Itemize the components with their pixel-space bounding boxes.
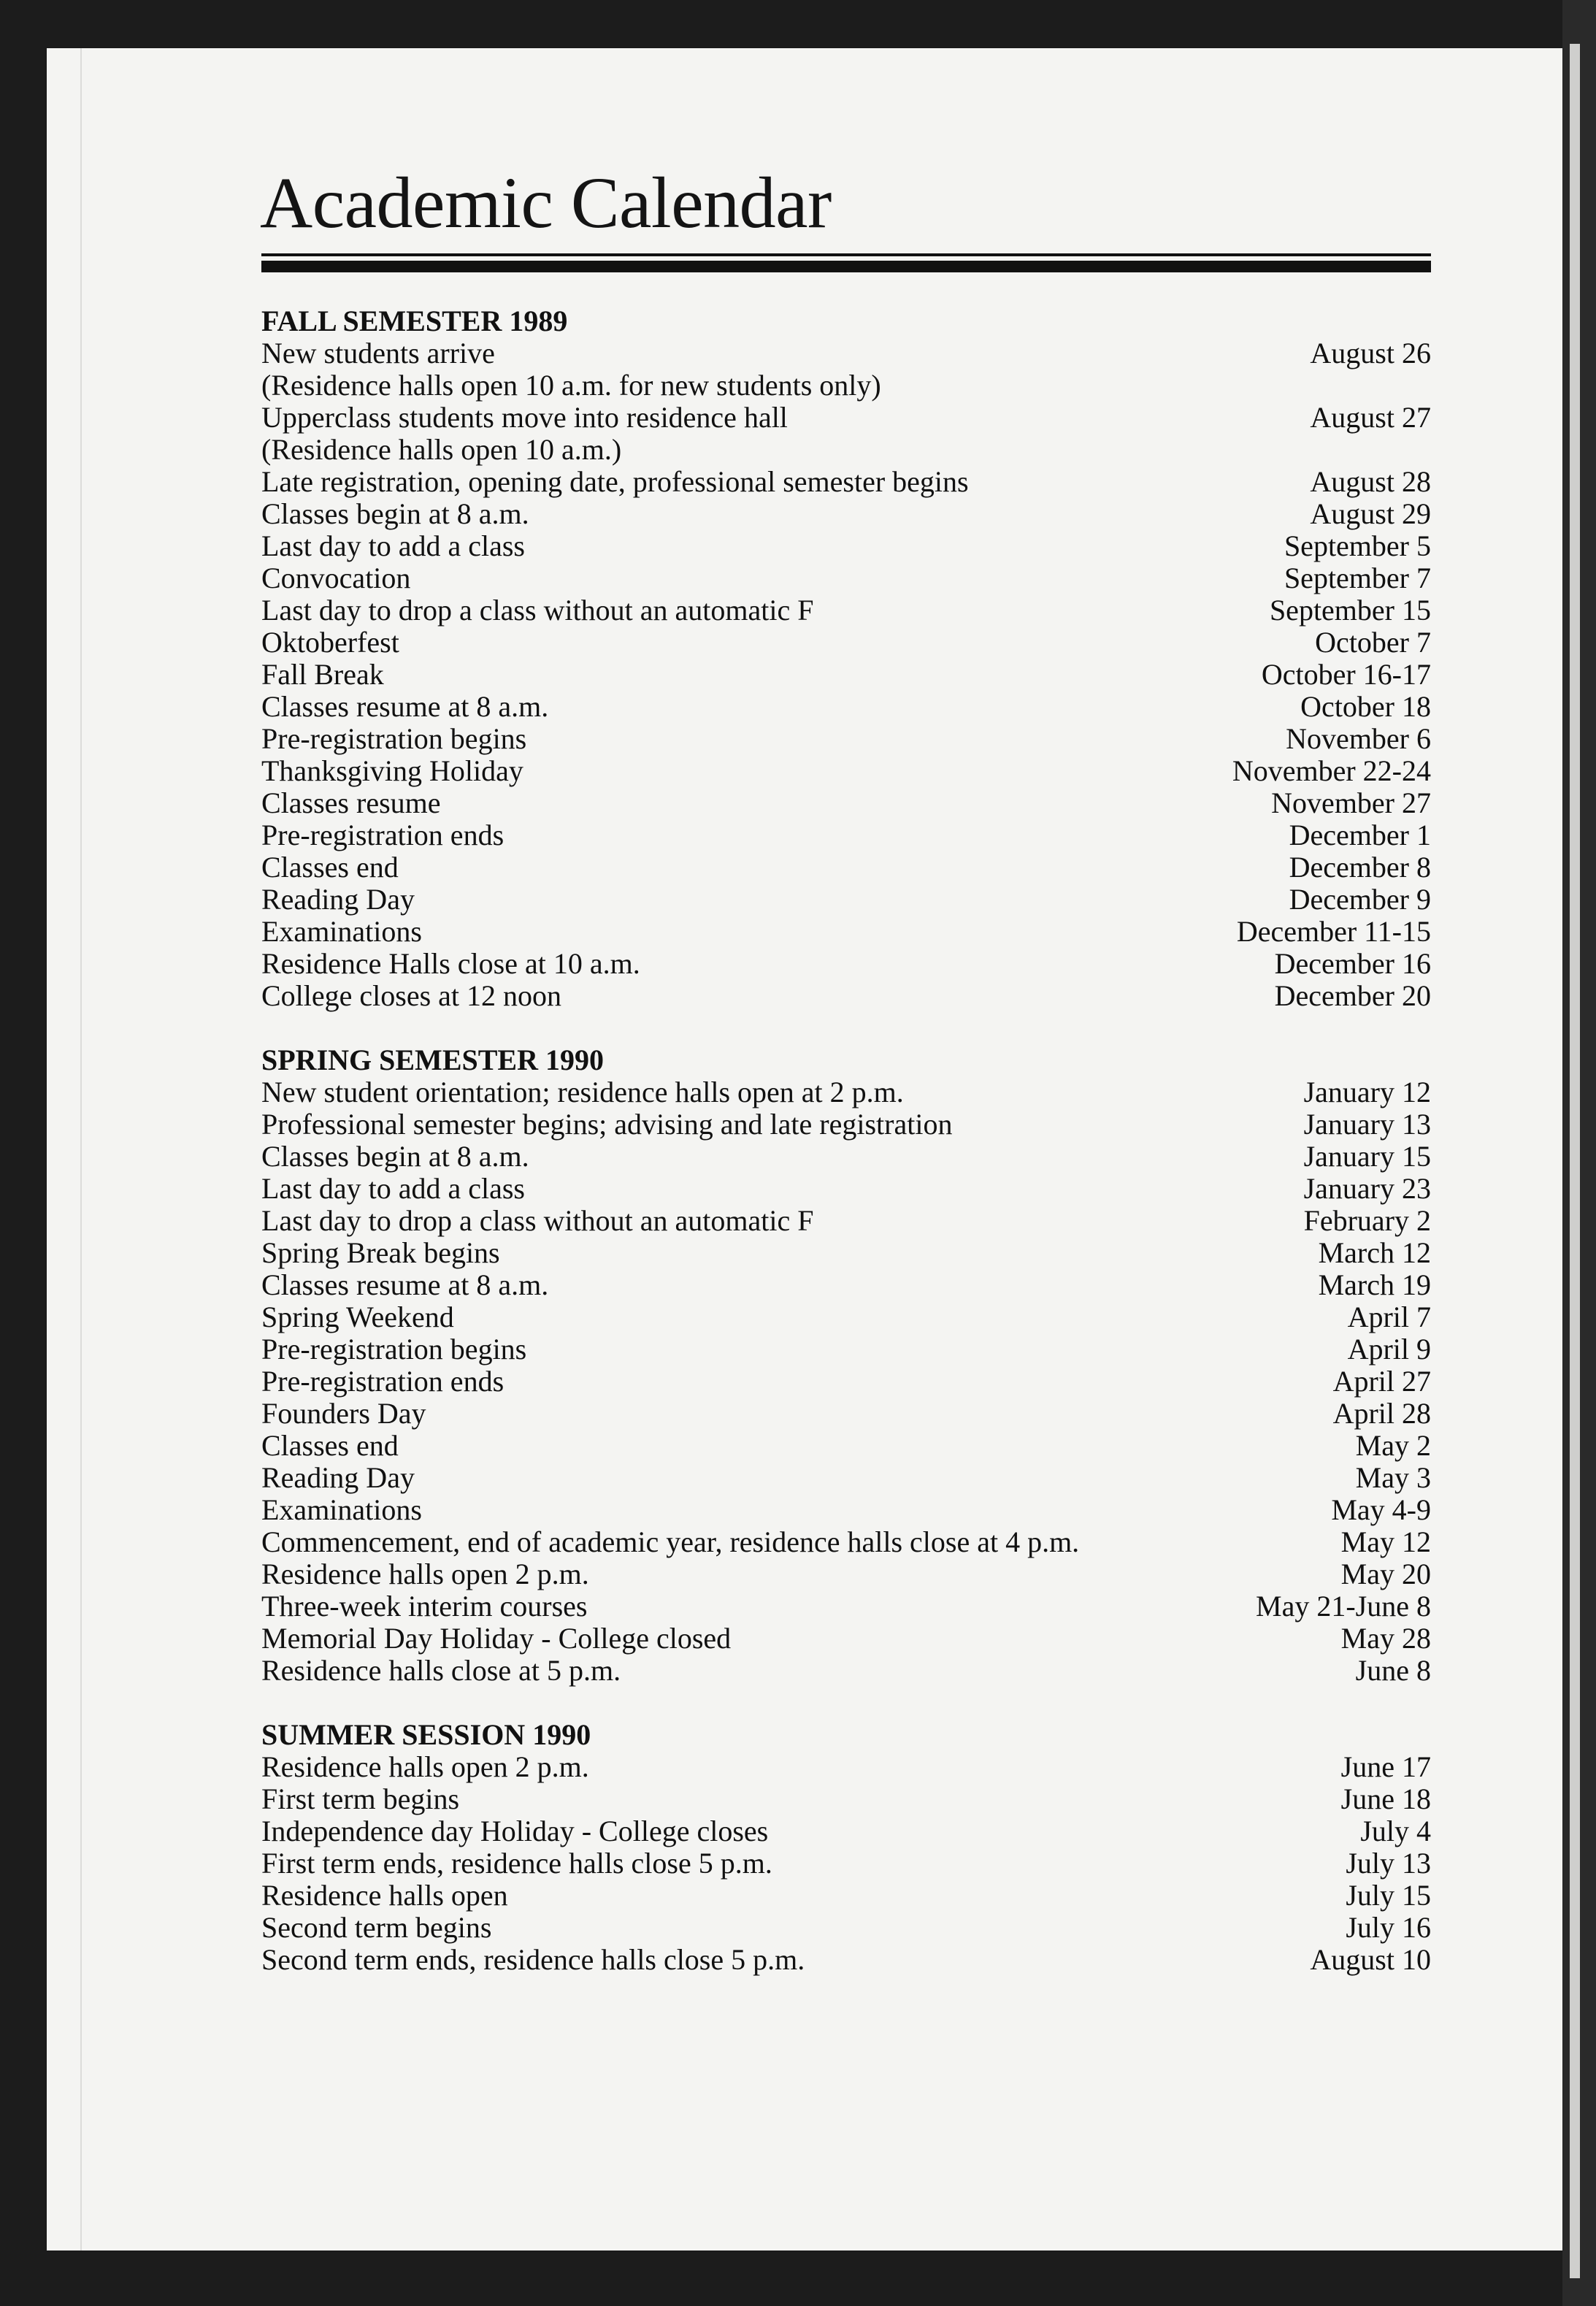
event-date: April 28 xyxy=(1332,1397,1431,1430)
page-margin-line xyxy=(80,48,82,2251)
event-date: October 16-17 xyxy=(1261,658,1431,691)
event-label: Last day to add a class xyxy=(261,1172,525,1205)
event-date: March 12 xyxy=(1318,1236,1431,1269)
calendar-row xyxy=(261,530,1431,562)
event-label: College closes at 12 noon xyxy=(261,979,562,1012)
event-label: Last day to drop a class without an automatic F xyxy=(261,1204,814,1237)
event-date: April 7 xyxy=(1347,1301,1431,1333)
summer-rows xyxy=(261,1751,1431,1976)
event-date: November 6 xyxy=(1286,722,1431,755)
calendar-row xyxy=(261,1847,1431,1880)
event-label: Pre-registration ends xyxy=(261,1365,504,1398)
event-date: December 16 xyxy=(1274,947,1431,980)
calendar-row xyxy=(261,402,1431,434)
calendar-row xyxy=(261,434,1431,466)
event-label: Convocation xyxy=(261,562,411,594)
calendar-row xyxy=(261,1333,1431,1365)
event-date: September 5 xyxy=(1284,529,1431,562)
calendar-row xyxy=(261,819,1431,851)
calendar-row xyxy=(261,723,1431,755)
calendar-row xyxy=(261,851,1431,884)
event-label: Last day to add a class xyxy=(261,529,525,562)
event-label: Commencement, end of academic year, residence halls close at 4 p.m. xyxy=(261,1525,1080,1558)
calendar-row xyxy=(261,980,1431,1012)
event-label: Pre-registration begins xyxy=(261,722,527,755)
event-label: Late registration, opening date, professional semester begins xyxy=(261,465,969,498)
event-date: January 13 xyxy=(1303,1108,1431,1141)
event-label: New student orientation; residence halls open at 2 p.m. xyxy=(261,1076,904,1108)
calendar-row xyxy=(261,1815,1431,1847)
summer-session-section xyxy=(261,1719,1431,1976)
adjacent-page-edge xyxy=(1570,44,1580,2278)
page-title: Academic Calendar xyxy=(260,162,832,243)
section-heading-summer: SUMMER SESSION 1990 xyxy=(261,1718,591,1751)
event-label: Reading Day xyxy=(261,883,415,916)
calendar-row xyxy=(261,594,1431,627)
calendar-row xyxy=(261,562,1431,594)
event-date: August 10 xyxy=(1310,1943,1431,1976)
calendar-row xyxy=(261,787,1431,819)
calendar-row xyxy=(261,916,1431,948)
event-label: Fall Break xyxy=(261,658,384,691)
calendar-row xyxy=(261,948,1431,980)
event-date: December 11-15 xyxy=(1236,915,1431,948)
event-label: Classes begin at 8 a.m. xyxy=(261,497,529,530)
event-label: Classes begin at 8 a.m. xyxy=(261,1140,529,1173)
event-label: Second term begins xyxy=(261,1911,492,1944)
calendar-row xyxy=(261,1912,1431,1944)
event-date: August 27 xyxy=(1310,401,1431,434)
section-heading-fall: FALL SEMESTER 1989 xyxy=(261,304,568,337)
event-date: December 1 xyxy=(1289,819,1431,851)
calendar-row xyxy=(261,1173,1431,1205)
title-rule-thin xyxy=(261,253,1431,256)
event-date: February 2 xyxy=(1303,1204,1431,1237)
event-date: March 19 xyxy=(1318,1268,1431,1301)
event-label: Reading Day xyxy=(261,1461,415,1494)
calendar-row xyxy=(261,1590,1431,1623)
calendar-row xyxy=(261,1301,1431,1333)
event-label: Second term ends, residence halls close 5 p.m. xyxy=(261,1943,805,1976)
calendar-row xyxy=(261,1526,1431,1558)
event-label: Memorial Day Holiday - College closed xyxy=(261,1622,732,1655)
calendar-row xyxy=(261,369,1431,402)
event-date: May 2 xyxy=(1355,1429,1431,1462)
event-label: Residence halls open 2 p.m. xyxy=(261,1558,589,1590)
event-date: November 27 xyxy=(1271,786,1431,819)
calendar-row xyxy=(261,1269,1431,1301)
calendar-row xyxy=(261,1623,1431,1655)
calendar-row xyxy=(261,1141,1431,1173)
fall-semester-section xyxy=(261,305,1431,1012)
event-date: August 29 xyxy=(1310,497,1431,530)
calendar-row xyxy=(261,1365,1431,1398)
event-date: May 21-June 8 xyxy=(1256,1590,1431,1623)
event-date: June 17 xyxy=(1340,1750,1431,1783)
event-label: Thanksgiving Holiday xyxy=(261,754,523,787)
calendar-row xyxy=(261,627,1431,659)
event-date: September 7 xyxy=(1284,562,1431,594)
event-date: June 8 xyxy=(1355,1654,1431,1687)
event-label: Pre-registration ends xyxy=(261,819,504,851)
event-label: Pre-registration begins xyxy=(261,1333,527,1365)
event-label: Classes end xyxy=(261,851,399,884)
event-date: January 15 xyxy=(1303,1140,1431,1173)
calendar-row xyxy=(261,1430,1431,1462)
event-date: May 20 xyxy=(1340,1558,1431,1590)
event-label: Classes resume xyxy=(261,786,441,819)
calendar-row xyxy=(261,659,1431,691)
calendar-row xyxy=(261,884,1431,916)
calendar-row xyxy=(261,1205,1431,1237)
event-label: Examinations xyxy=(261,1493,422,1526)
event-label: Oktoberfest xyxy=(261,626,399,659)
event-date: May 3 xyxy=(1355,1461,1431,1494)
event-date: December 9 xyxy=(1289,883,1431,916)
event-date: June 18 xyxy=(1340,1782,1431,1815)
event-date: November 22-24 xyxy=(1232,754,1431,787)
event-date: May 12 xyxy=(1340,1525,1431,1558)
event-label: (Residence halls open 10 a.m.) xyxy=(261,433,622,466)
event-label: (Residence halls open 10 a.m. for new students only) xyxy=(261,369,881,402)
event-date: May 28 xyxy=(1340,1622,1431,1655)
event-label: Classes resume at 8 a.m. xyxy=(261,690,549,723)
fall-rows xyxy=(261,337,1431,1012)
event-date: May 4-9 xyxy=(1331,1493,1431,1526)
spring-semester-section xyxy=(261,1044,1431,1687)
calendar-row xyxy=(261,755,1431,787)
calendar-content xyxy=(261,305,1431,2008)
event-date: April 9 xyxy=(1347,1333,1431,1365)
calendar-row xyxy=(261,337,1431,369)
event-label: Last day to drop a class without an automatic F xyxy=(261,594,814,627)
event-date: July 4 xyxy=(1360,1815,1431,1847)
event-label: Spring Weekend xyxy=(261,1301,454,1333)
event-label: Three-week interim courses xyxy=(261,1590,588,1623)
event-label: Examinations xyxy=(261,915,422,948)
event-date: January 12 xyxy=(1303,1076,1431,1108)
calendar-row xyxy=(261,1783,1431,1815)
event-date: July 15 xyxy=(1346,1879,1431,1912)
event-label: Independence day Holiday - College closes xyxy=(261,1815,769,1847)
calendar-row xyxy=(261,1751,1431,1783)
calendar-row xyxy=(261,1108,1431,1141)
event-date: October 7 xyxy=(1315,626,1431,659)
event-date: January 23 xyxy=(1303,1172,1431,1205)
calendar-row xyxy=(261,1237,1431,1269)
section-heading-spring: SPRING SEMESTER 1990 xyxy=(261,1043,604,1076)
calendar-row xyxy=(261,691,1431,723)
event-label: Residence halls open xyxy=(261,1879,508,1912)
event-label: Residence halls close at 5 p.m. xyxy=(261,1654,621,1687)
calendar-row xyxy=(261,1880,1431,1912)
event-label: Founders Day xyxy=(261,1397,426,1430)
event-label: Classes end xyxy=(261,1429,399,1462)
event-label: Upperclass students move into residence hall xyxy=(261,401,788,434)
event-date: August 28 xyxy=(1310,465,1431,498)
event-date: July 13 xyxy=(1346,1847,1431,1880)
title-rule-thick xyxy=(261,261,1431,272)
spring-rows xyxy=(261,1076,1431,1687)
event-label: Classes resume at 8 a.m. xyxy=(261,1268,549,1301)
event-date: April 27 xyxy=(1332,1365,1431,1398)
event-label: Residence Halls close at 10 a.m. xyxy=(261,947,640,980)
event-label: Professional semester begins; advising and late registration xyxy=(261,1108,953,1141)
event-date: December 8 xyxy=(1289,851,1431,884)
event-date: December 20 xyxy=(1274,979,1431,1012)
event-label: Residence halls open 2 p.m. xyxy=(261,1750,589,1783)
calendar-row xyxy=(261,1462,1431,1494)
event-date: July 16 xyxy=(1346,1911,1431,1944)
calendar-row xyxy=(261,466,1431,498)
event-label: First term ends, residence halls close 5 p.m. xyxy=(261,1847,772,1880)
event-date: August 26 xyxy=(1310,337,1431,369)
event-label: New students arrive xyxy=(261,337,495,369)
calendar-row xyxy=(261,1944,1431,1976)
event-date: October 18 xyxy=(1300,690,1431,723)
calendar-row xyxy=(261,1494,1431,1526)
calendar-row xyxy=(261,1076,1431,1108)
event-label: Spring Break begins xyxy=(261,1236,500,1269)
event-date: September 15 xyxy=(1269,594,1431,627)
calendar-row xyxy=(261,1558,1431,1590)
calendar-row xyxy=(261,498,1431,530)
event-label: First term begins xyxy=(261,1782,460,1815)
calendar-row xyxy=(261,1398,1431,1430)
calendar-row xyxy=(261,1655,1431,1687)
